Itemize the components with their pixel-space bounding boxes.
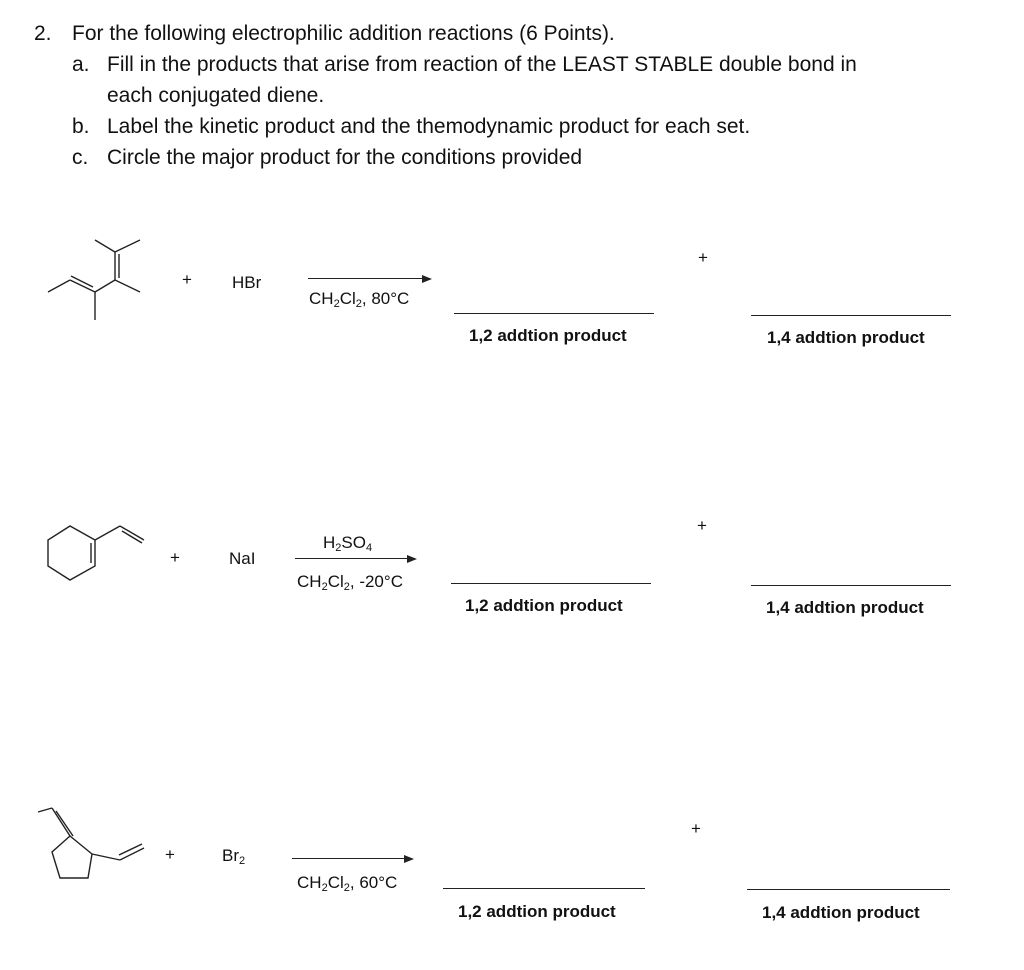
- product-label-1-4: 1,4 addtion product: [767, 328, 925, 347]
- conditions-2-acid: $H_2SO_4$: [323, 533, 373, 554]
- conditions-3: $CH_2Cl_2$, 60°C: [297, 873, 398, 894]
- product-blank-1-4[interactable]: [747, 889, 950, 890]
- reagent-br2: $Br_2$: [222, 846, 246, 867]
- diene-1-structure: [40, 230, 190, 320]
- part-b-letter: b.: [72, 115, 90, 138]
- product-blank-1-4[interactable]: [751, 315, 951, 316]
- plus-sign: +: [182, 270, 192, 289]
- product-blank-1-2[interactable]: [451, 583, 651, 584]
- diene-2-structure: [40, 518, 190, 598]
- product-label-1-2: 1,2 addtion product: [465, 596, 623, 615]
- conditions-2-solvent: $CH_2Cl_2$, -20°C: [297, 572, 403, 593]
- part-a-text-cont: each conjugated diene.: [107, 84, 325, 107]
- product-label-1-4: 1,4 addtion product: [762, 903, 920, 922]
- product-plus-sign: +: [691, 819, 701, 838]
- product-blank-1-4[interactable]: [751, 585, 951, 586]
- product-label-1-2: 1,2 addtion product: [469, 326, 627, 345]
- plus-sign: +: [165, 845, 175, 864]
- part-c-text: Circle the major product for the conditions provided: [107, 146, 583, 169]
- reaction-arrow: [292, 858, 412, 859]
- part-b-text: Label the kinetic product and the themodynamic product for each set.: [107, 115, 751, 138]
- part-c-letter: c.: [72, 146, 89, 169]
- product-label-1-2: 1,2 addtion product: [458, 902, 616, 921]
- product-label-1-4: 1,4 addtion product: [766, 598, 924, 617]
- reagent-nai: NaI: [229, 549, 256, 568]
- part-a-letter: a.: [72, 53, 90, 76]
- plus-sign: +: [170, 548, 180, 567]
- conditions-1: $CH_2Cl_2$, 80°C: [309, 289, 410, 310]
- reaction-arrow: [308, 278, 430, 279]
- product-plus-sign: +: [697, 516, 707, 535]
- product-blank-1-2[interactable]: [443, 888, 645, 889]
- diene-3-structure: [30, 800, 180, 900]
- question-number: 2.: [34, 22, 52, 45]
- reaction-arrow: [295, 558, 415, 559]
- reagent-hbr: HBr: [232, 273, 262, 292]
- part-a-text: Fill in the products that arise from reaction of the LEAST STABLE double bond in: [107, 53, 857, 76]
- question-title: For the following electrophilic addition reactions (6 Points).: [72, 22, 615, 45]
- product-blank-1-2[interactable]: [454, 313, 654, 314]
- product-plus-sign: +: [698, 248, 708, 267]
